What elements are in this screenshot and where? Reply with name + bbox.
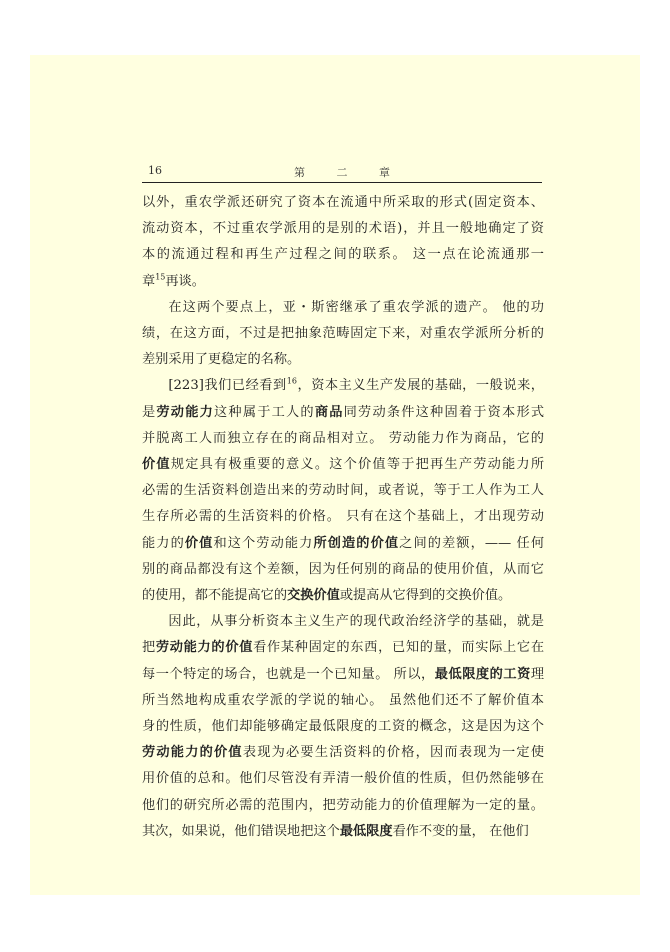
text-run: 在这两个要点上，亚・斯密继承了重农学派的遗产。 他的功	[168, 299, 544, 315]
text-line	[142, 452, 544, 478]
text-line	[142, 242, 544, 268]
text-run: 以外，重农学派还研究了资本在流通中所采取的形式(固定资本、	[142, 195, 544, 210]
text-line	[142, 321, 544, 347]
paragraph	[142, 190, 544, 295]
text-line	[142, 635, 544, 661]
text-run: 这种属于工人的	[214, 404, 315, 420]
text-run: 必需的生活资料创造出来的劳动时间，或者说，等于工人作为工人	[142, 483, 544, 499]
text-line	[142, 766, 544, 792]
text-line	[142, 793, 544, 819]
bold-term: 价值	[142, 457, 171, 473]
text-run: ，资本主义生产发展的基础，一般说来，	[296, 378, 544, 394]
text-run: 别的商品都没有这个差额，因为任何别的商品的使用价值，从而它	[142, 561, 544, 577]
text-run: [223]我们已经看到	[168, 378, 287, 394]
text-line	[142, 216, 544, 242]
bold-term: 最低限度的工资	[434, 666, 531, 682]
text-run: 表现为必要生活资料的价格，因而表现为一定使	[242, 745, 545, 761]
text-run: 同劳动条件这种固着于资本形式	[343, 404, 545, 420]
bold-term: 劳动能力的价值	[155, 640, 254, 656]
text-run: 和这个劳动能力	[213, 535, 314, 551]
running-header	[142, 164, 542, 183]
text-line	[142, 347, 544, 373]
text-line	[142, 190, 544, 216]
text-run: 所当然地构成重农学派的学说的轴心。 虽然他们还不了解价值本	[142, 692, 544, 708]
text-line	[142, 583, 544, 609]
bold-term: 劳动能力	[156, 404, 215, 420]
text-line	[142, 269, 544, 295]
text-run: 是	[142, 404, 157, 420]
text-run: 并脱离工人而独立存在的商品相对立。 劳动能力作为商品，它的	[142, 430, 544, 446]
paragraph	[142, 609, 544, 845]
text-line	[142, 609, 544, 635]
text-run: 本的流通过程和再生产过程之间的联系。 这一点在论流通那一	[142, 247, 544, 263]
text-line	[142, 504, 544, 530]
text-run: 再谈。	[165, 273, 205, 289]
text-run: 能力的	[142, 535, 185, 551]
text-run: 差别采用了更稳定的名称。	[142, 352, 301, 368]
chapter-title: 第 二 章	[294, 166, 404, 179]
text-line	[142, 400, 544, 426]
text-line	[142, 557, 544, 583]
bold-term: 劳动能力的价值	[142, 745, 243, 761]
text-run: 绩，在这方面，不过是把抽象范畴固定下来，对重农学派所分析的	[142, 326, 544, 342]
footnote-ref: 16	[286, 377, 297, 387]
text-run: 每一个特定的场合，也就是一个已知量。 所以，	[142, 666, 435, 682]
text-run: 他们的研究所必需的范围内，把劳动能力的价值理解为一定的量。	[142, 797, 544, 813]
text-run: 用价值的总和。他们尽管没有弄清一般价值的性质，但仍然能够在	[142, 771, 544, 787]
text-run: 或提高从它得到的交换价值。	[339, 588, 512, 604]
text-line	[142, 740, 544, 766]
text-run: 生存所必需的生活资料的价格。 只有在这个基础上，才出现劳动	[142, 509, 544, 525]
text-line	[142, 373, 544, 399]
bold-term: 最低限度	[339, 823, 393, 839]
paragraph	[142, 373, 544, 609]
text-run: 理	[530, 666, 544, 682]
text-line	[142, 688, 544, 714]
text-run: 其次，如果说，他们错误地把这个	[142, 823, 340, 839]
text-line	[142, 426, 544, 452]
text-run: 身的性质，他们却能够确定最低限度的工资的概念，这是因为这个	[142, 719, 544, 735]
paragraph	[142, 295, 544, 374]
text-line	[142, 531, 544, 557]
text-run: 看作不变的量， 在他们	[392, 823, 529, 839]
text-line	[142, 819, 544, 845]
text-run: 因此，从事分析资本主义生产的现代政治经济学的基础，就是	[168, 614, 544, 630]
bold-term: 商品	[314, 404, 344, 420]
text-run: 章	[142, 273, 156, 289]
text-run: 看作某种固定的东西，已知的量，而实际上它在	[253, 640, 545, 656]
bold-term: 价值	[184, 535, 214, 551]
text-run: 把	[142, 640, 156, 656]
text-run: 的使用，都不能提高它的	[142, 588, 288, 604]
body-text	[142, 190, 544, 845]
text-line	[142, 295, 544, 321]
bold-term: 交换价值	[287, 588, 340, 604]
bold-term: 所创造的价值	[313, 535, 400, 551]
text-run: 之间的差额，—— 任何	[399, 535, 545, 551]
text-line	[142, 478, 544, 504]
text-run: 流动资本，不过重农学派用的是别的术语)，并且一般地确定了资	[142, 221, 544, 237]
text-line	[142, 714, 544, 740]
footnote-ref: 15	[155, 272, 166, 282]
text-run: 规定具有极重要的意义。这个价值等于把再生产劳动能力所	[170, 457, 545, 473]
page-number: 16	[148, 164, 162, 177]
text-line	[142, 662, 544, 688]
